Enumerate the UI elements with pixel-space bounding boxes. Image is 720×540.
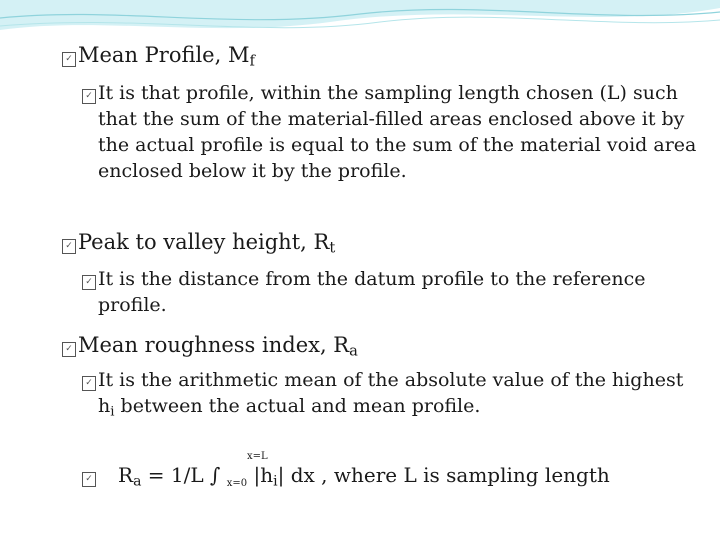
integral-lower-limit: x=0 (226, 478, 248, 489)
checkbox-bullet-icon: ✓ (62, 342, 76, 357)
detail-mean-roughness: ✓ It is the arithmetic mean of the absolute value of the highest $h_i$ between the actual and mean profile. (98, 367, 698, 425)
checkbox-bullet-icon: ✓ (82, 472, 96, 487)
detail-mean-profile: ✓ It is that profile, within the sampling length chosen (L) such that the sum of the material-filled areas enclosed above it by the actual profile is equal to the sum of the material void area enclosed below it by the profile. (98, 80, 698, 184)
roughness-formula: ✓ $R_a = 1/L$ ∫ $_{x=0}$ $|h_i|$ dx , where L is sampling length (82, 463, 610, 490)
integral-upper-limit: x=L (247, 451, 268, 462)
checkbox-bullet-icon: ✓ (62, 52, 76, 67)
heading-peak-to-valley: ✓ Peak to valley height, $R_t$ (62, 229, 335, 262)
checkbox-bullet-icon: ✓ (62, 239, 76, 254)
checkbox-bullet-icon: ✓ (82, 89, 96, 104)
detail-peak-to-valley: ✓ It is the distance from the datum profile to the reference profile. (98, 266, 698, 318)
checkbox-bullet-icon: ✓ (82, 376, 96, 391)
checkbox-bullet-icon: ✓ (82, 275, 96, 290)
heading-mean-roughness: ✓ Mean roughness index, $R_a$ (62, 332, 358, 365)
heading-mean-profile: ✓ Mean Profile, $M_f$ (62, 42, 255, 75)
